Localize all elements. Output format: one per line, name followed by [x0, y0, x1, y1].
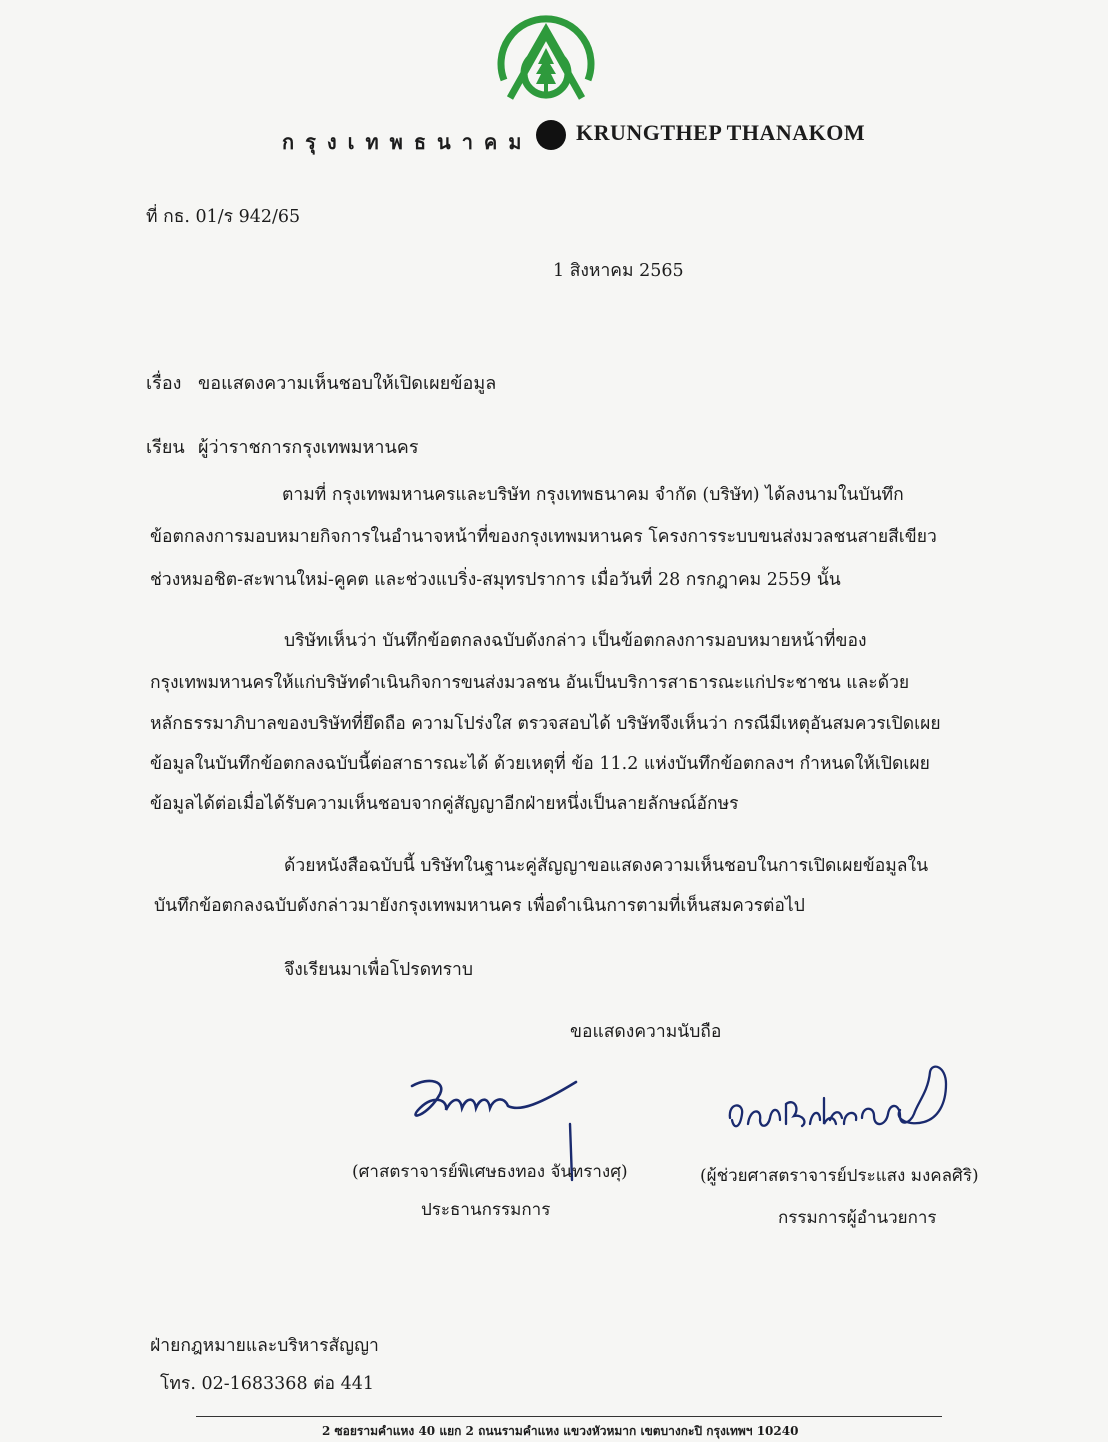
paragraph-2-line-4: ข้อมูลในบันทึกข้อตกลงฉบับนี้ต่อสาธารณะได้ ด้วยเหตุที่ ข้อ 11.2 แห่งบันทึกข้อตกลงฯ กำหนดให้เปิดเผย: [150, 754, 930, 774]
letterhead-dot-icon: [536, 120, 566, 150]
subject-text: ขอแสดงความเห็นชอบให้เปิดเผยข้อมูล: [198, 373, 497, 394]
paragraph-2-line-5: ข้อมูลได้ต่อเมื่อได้รับความเห็นชอบจากคู่สัญญาอีกฝ่ายหนึ่งเป็นลายลักษณ์อักษร: [150, 794, 739, 814]
company-name-english: KRUNGTHEP THANAKOM: [576, 120, 866, 145]
reference-number: ที่ กธ. 01/ร 942/65: [146, 207, 301, 227]
paragraph-3-line-2: บันทึกข้อตกลงฉบับดังกล่าวมายังกรุงเทพมหานคร เพื่อดำเนินการตามที่เห็นสมควรต่อไป: [154, 896, 805, 916]
recipient-label: เรียน: [146, 437, 185, 458]
paragraph-2-line-2: กรุงเทพมหานครให้แก่บริษัทดำเนินกิจการขนส่งมวลชน อันเป็นบริการสาธารณะแก่ประชาชน และด้วย: [150, 673, 910, 693]
recipient-text: ผู้ว่าราชการกรุงเทพมหานคร: [198, 437, 419, 458]
ktt-tree-drop-logo-icon: [490, 14, 602, 110]
signature-right: [724, 1058, 960, 1138]
paragraph-3-line-1: ด้วยหนังสือฉบับนี้ บริษัทในฐานะคู่สัญญาขอแสดงความเห็นชอบในการเปิดเผยข้อมูลใน: [284, 856, 929, 876]
signatory-1-name: (ศาสตราจารย์พิเศษธงทอง จันทรางศุ): [352, 1162, 628, 1182]
paragraph-2-line-1: บริษัทเห็นว่า บันทึกข้อตกลงฉบับดังกล่าว เป็นข้อตกลงการมอบหมายหน้าที่ของ: [284, 631, 867, 651]
paragraph-1-line-3: ช่วงหมอชิต-สะพานใหม่-คูคต และช่วงแบริ่ง-สมุทรปราการ เมื่อวันที่ 28 กรกฎาคม 2559 นั้น: [150, 570, 841, 590]
signatory-1-title: ประธานกรรมการ: [421, 1200, 551, 1220]
paragraph-2-line-3: หลักธรรมาภิบาลของบริษัทที่ยึดถือ ความโปร่งใส ตรวจสอบได้ บริษัทจึงเห็นว่า กรณีมีเหตุอันสมควรเปิดเผย: [150, 714, 941, 734]
complimentary-close: ขอแสดงความนับถือ: [570, 1022, 722, 1042]
company-address: 2 ซอยรามคำแหง 40 แยก 2 ถนนรามคำแหง แขวงหัวหมาก เขตบางกะปิ กรุงเทพฯ 10240: [322, 1424, 799, 1438]
paragraph-1-line-2: ข้อตกลงการมอบหมายกิจการในอำนาจหน้าที่ของกรุงเทพมหานคร โครงการระบบขนส่งมวลชนสายสีเขียว: [150, 527, 937, 547]
company-name-thai: กรุงเทพธนาคม: [282, 130, 533, 154]
signatory-2-name: (ผู้ช่วยศาสตราจารย์ประแสง มงคลศิริ): [700, 1166, 979, 1186]
letter-date: 1 สิงหาคม 2565: [553, 261, 684, 281]
signatory-2-title: กรรมการผู้อำนวยการ: [778, 1208, 937, 1228]
footer-divider: [196, 1416, 942, 1417]
closing-line: จึงเรียนมาเพื่อโปรดทราบ: [284, 960, 473, 980]
contact-phone: โทร. 02-1683368 ต่อ 441: [160, 1374, 374, 1394]
department-name: ฝ่ายกฎหมายและบริหารสัญญา: [150, 1336, 379, 1356]
paragraph-1-line-1: ตามที่ กรุงเทพมหานครและบริษัท กรุงเทพธนาคม จำกัด (บริษัท) ได้ลงนามในบันทึก: [282, 485, 904, 505]
subject-label: เรื่อง: [146, 373, 182, 394]
